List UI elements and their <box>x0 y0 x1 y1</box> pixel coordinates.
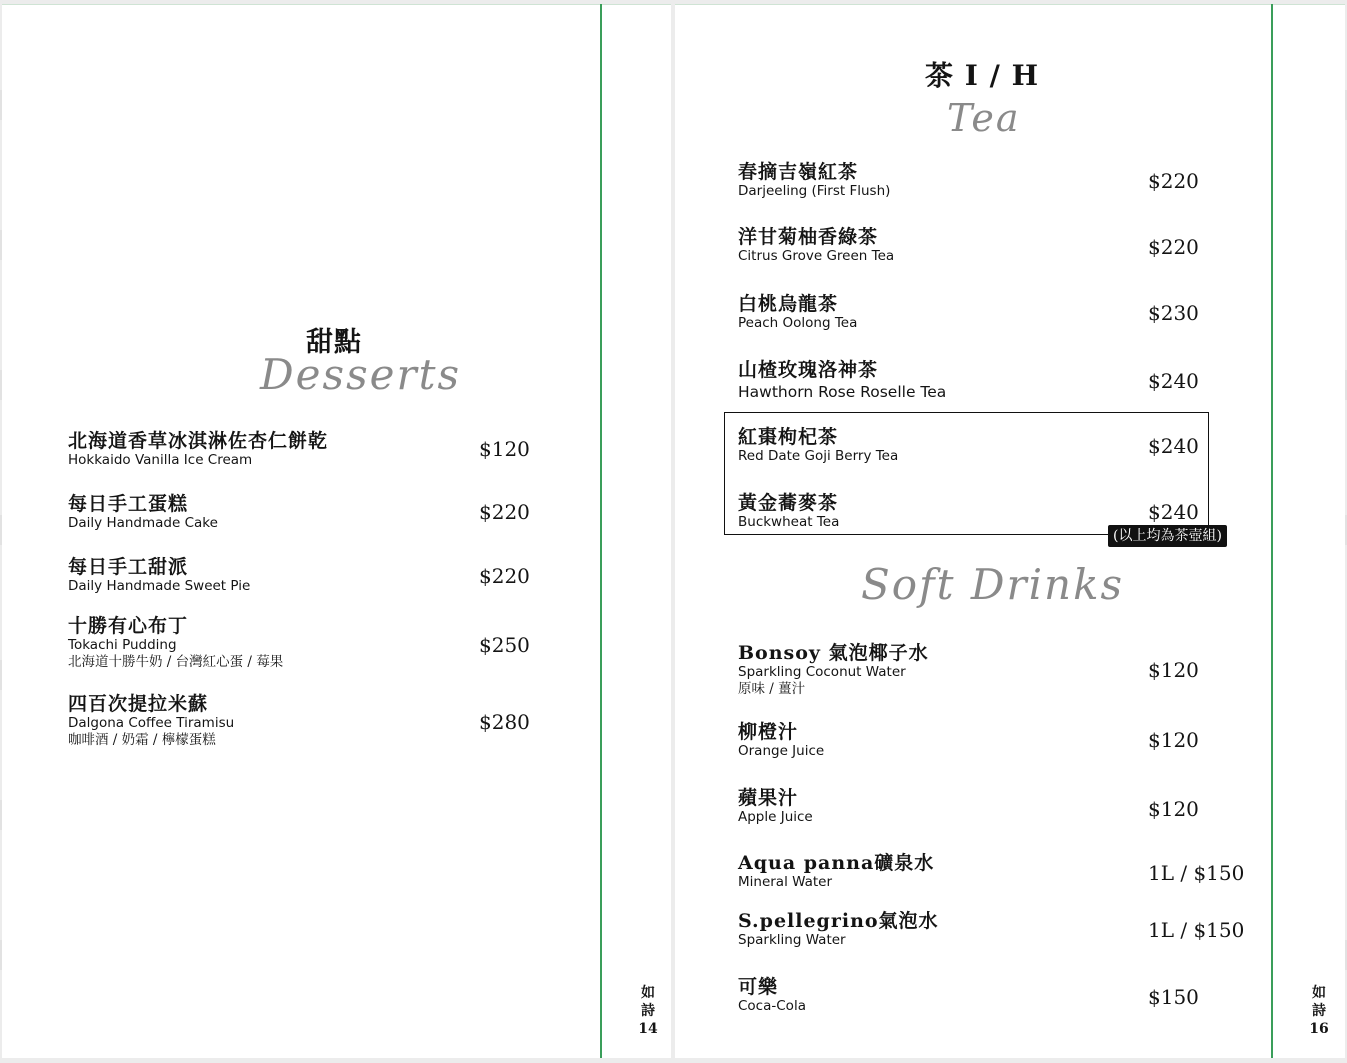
item-name-cn: 山楂玫瑰洛神茶 <box>738 359 879 381</box>
item-name-cn: 每日手工甜派 <box>68 556 189 578</box>
item-name-en: Dalgona Coffee Tiramisu <box>68 715 235 731</box>
item-price: $150 <box>1148 985 1199 1009</box>
item-price: $120 <box>1148 728 1199 752</box>
menu-item <box>738 721 1298 760</box>
item-name-en: Daily Handmade Sweet Pie <box>68 578 251 594</box>
menu-page-drinks <box>675 4 1345 1058</box>
menu-item <box>68 493 628 532</box>
item-name-en: Tokachi Pudding <box>68 637 177 653</box>
menu-item <box>738 161 1298 200</box>
menu-item <box>738 359 1298 403</box>
item-name-cn: 柳橙汁 <box>738 721 799 743</box>
item-note: 原味 / 薑汁 <box>738 681 806 697</box>
item-price: 1L / $150 <box>1148 861 1245 885</box>
menu-item <box>68 693 628 749</box>
item-name-cn: 十勝有心布丁 <box>68 615 189 637</box>
item-price: $240 <box>1148 434 1199 458</box>
folio-char: 詩 <box>641 1003 655 1019</box>
page-number: 16 <box>1309 1021 1329 1037</box>
item-price: $120 <box>1148 658 1199 682</box>
item-name-cn: 紅棗枸杞茶 <box>738 426 839 448</box>
section-title-cn: 茶 I / H <box>925 59 1040 92</box>
item-name-cn: 洋甘菊柚香綠茶 <box>738 226 879 248</box>
page-folio <box>637 984 659 1038</box>
item-name-en: Hawthorn Rose Roselle Tea <box>738 383 947 401</box>
item-note: 北海道十勝牛奶 / 台灣紅心蛋 / 莓果 <box>68 654 284 670</box>
item-price: $220 <box>479 564 530 588</box>
item-name-en: Darjeeling (First Flush) <box>738 183 891 199</box>
item-name-en: Sparkling Coconut Water <box>738 664 906 680</box>
item-price: $230 <box>1148 301 1199 325</box>
item-name-cn: 北海道香草冰淇淋佐杏仁餅乾 <box>68 430 329 452</box>
item-price: 1L / $150 <box>1148 918 1245 942</box>
item-name-en: Apple Juice <box>738 809 813 825</box>
folio-char: 詩 <box>1312 1003 1326 1019</box>
item-name-en: Red Date Goji Berry Tea <box>738 448 899 464</box>
item-name-en: Buckwheat Tea <box>738 514 840 530</box>
item-price: $240 <box>1148 500 1199 524</box>
item-name-cn: 四百次提拉米蘇 <box>68 693 209 715</box>
item-price: $240 <box>1148 369 1199 393</box>
item-name-cn: 白桃烏龍茶 <box>738 293 839 315</box>
menu-item <box>738 976 1298 1015</box>
section-title-script: Soft Drinks <box>861 560 1125 609</box>
menu-item <box>68 556 628 595</box>
section-title-script: Desserts <box>260 350 462 399</box>
item-price: $280 <box>479 710 530 734</box>
item-name-en: Hokkaido Vanilla Ice Cream <box>68 452 253 468</box>
teapot-set-badge: (以上均為茶壺組) <box>1108 525 1227 547</box>
item-name-en: Orange Juice <box>738 743 825 759</box>
item-price: $120 <box>479 437 530 461</box>
item-name-en: Sparkling Water <box>738 932 846 948</box>
folio-char: 如 <box>1312 985 1326 1001</box>
folio-char: 如 <box>641 985 655 1001</box>
item-price: $220 <box>1148 235 1199 259</box>
item-name-en: Citrus Grove Green Tea <box>738 248 895 264</box>
item-name-cn: 蘋果汁 <box>738 787 799 809</box>
item-name-cn: Bonsoy 氣泡椰子水 <box>738 642 929 664</box>
item-name-en: Coca-Cola <box>738 998 806 1014</box>
menu-item <box>738 642 1298 698</box>
item-name-en: Daily Handmade Cake <box>68 515 218 531</box>
item-price: $220 <box>479 500 530 524</box>
section-title-script: Tea <box>947 96 1021 140</box>
top-border <box>675 4 1345 5</box>
menu-item <box>738 226 1298 265</box>
menu-page-desserts <box>2 4 671 1058</box>
item-price: $120 <box>1148 797 1199 821</box>
menu-item <box>738 426 1298 465</box>
item-price: $250 <box>479 633 530 657</box>
menu-item <box>738 787 1298 826</box>
item-name-cn: S.pellegrino氣泡水 <box>738 910 939 932</box>
item-name-en: Mineral Water <box>738 874 833 890</box>
item-note: 咖啡酒 / 奶霜 / 檸檬蛋糕 <box>68 732 216 748</box>
item-name-cn: 春摘吉嶺紅茶 <box>738 161 859 183</box>
menu-item <box>738 293 1298 332</box>
menu-item <box>68 615 628 671</box>
top-border <box>2 4 671 5</box>
item-name-cn: 可樂 <box>738 976 779 998</box>
item-name-cn: Aqua panna礦泉水 <box>738 852 935 874</box>
menu-item <box>68 430 628 469</box>
page-folio <box>1308 984 1330 1038</box>
item-price: $220 <box>1148 169 1199 193</box>
section-title-cn: 甜點 <box>306 327 362 358</box>
item-name-cn: 黃金蕎麥茶 <box>738 492 839 514</box>
item-name-cn: 每日手工蛋糕 <box>68 493 189 515</box>
page-number: 14 <box>638 1021 658 1037</box>
item-name-en: Peach Oolong Tea <box>738 315 858 331</box>
